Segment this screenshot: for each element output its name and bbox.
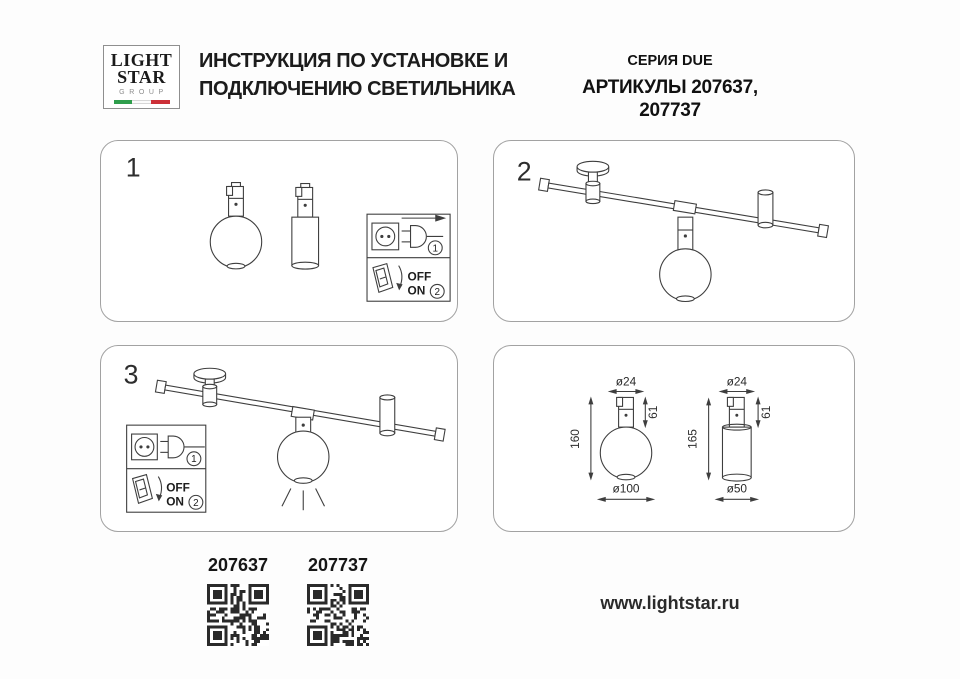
- light-rays: [282, 488, 325, 510]
- dim-sphere-body-diameter: ø100: [612, 481, 640, 496]
- dim-cyl-adapter-height: 61: [758, 405, 773, 419]
- step-3-drawing: [101, 346, 457, 531]
- website-url: www.lightstar.ru: [600, 593, 740, 613]
- step-1-panel: [100, 140, 458, 322]
- step-2-drawing: [494, 141, 854, 321]
- on-label: ON: [407, 283, 426, 298]
- power-instruction-box: [367, 214, 450, 301]
- canopy-clamp: [203, 384, 217, 406]
- mounted-sphere-lamp: [660, 201, 711, 302]
- dim-cyl-top-diameter: ø24: [726, 374, 748, 389]
- page-title: [199, 47, 529, 103]
- dim-cyl-total-height: 165: [685, 429, 700, 449]
- series-label: СЕРИЯ DUE: [627, 53, 713, 69]
- plug-step-number: 1: [191, 454, 197, 466]
- dimensions-drawing: [494, 346, 854, 531]
- dim-cyl-body-diameter: ø50: [726, 481, 748, 496]
- article-label-left: 207637: [207, 555, 269, 575]
- dim-sphere-total-height: 160: [568, 429, 583, 449]
- track-standoff: [758, 190, 773, 228]
- power-instruction-box: [127, 425, 206, 512]
- title-line-2: ПОДКЛЮЧЕНИЮ СВЕТИЛЬНИКА: [199, 78, 516, 100]
- articles-line-1: АРТИКУЛЫ 207637,: [582, 77, 758, 98]
- step-3-number: 3: [123, 359, 139, 390]
- sphere-lamp-dimensioned: [568, 375, 660, 502]
- qr-code-right: [307, 584, 369, 646]
- step-2-panel: [493, 140, 855, 322]
- logo-word-light: LIGHT: [110, 50, 173, 70]
- ceiling-canopy: [577, 161, 609, 184]
- series-block: [558, 53, 782, 122]
- on-label: ON: [166, 494, 185, 509]
- off-label: OFF: [166, 480, 190, 495]
- qr-code-left: [207, 584, 269, 646]
- cylinder-lamp: [292, 184, 319, 270]
- dim-sphere-adapter-height: 61: [646, 405, 661, 419]
- logo-word-group: GROUP: [119, 89, 168, 96]
- articles-line-2: 207737: [639, 100, 701, 121]
- italian-flag-bar: [114, 100, 170, 104]
- step-3-panel: [100, 345, 458, 532]
- step-1-drawing: [101, 141, 457, 321]
- sphere-lamp: [210, 183, 261, 269]
- lit-sphere-lamp: [278, 407, 329, 511]
- track-standoff: [380, 395, 395, 436]
- lightstar-logo: [103, 45, 180, 109]
- step-1-number: 1: [125, 152, 141, 183]
- plug-step-number: 1: [432, 243, 439, 255]
- article-label-right: 207737: [307, 555, 369, 575]
- switch-step-number: 2: [193, 497, 199, 509]
- dimensions-panel: [493, 345, 855, 532]
- cylinder-lamp-dimensioned: [686, 375, 773, 502]
- title-line-1: ИНСТРУКЦИЯ ПО УСТАНОВКЕ И: [199, 50, 508, 72]
- dim-sphere-top-diameter: ø24: [615, 374, 637, 389]
- off-label: OFF: [407, 269, 432, 284]
- canopy-clamp: [586, 181, 600, 203]
- step-2-number: 2: [516, 156, 532, 187]
- logo-word-star: STAR: [117, 67, 166, 87]
- switch-step-number: 2: [434, 286, 440, 298]
